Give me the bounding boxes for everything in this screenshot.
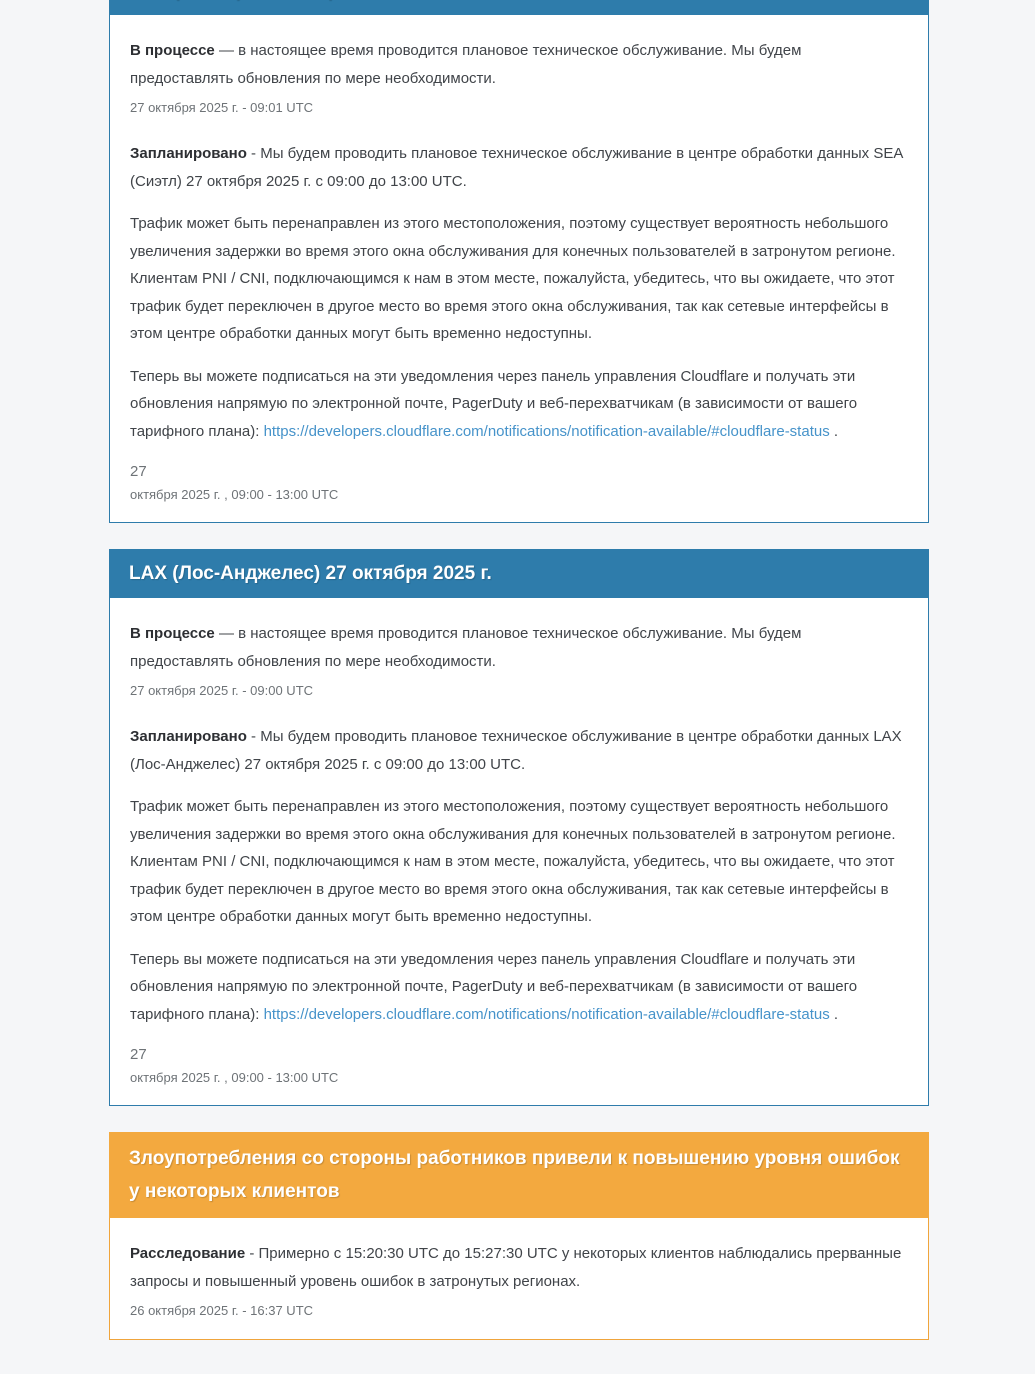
update-text-inprogress: — в настоящее время проводится плановое техническое обслуживание. Мы будем предоставлять обновления по мере необходимости. [130,625,802,670]
update-label-planned: Запланировано [130,728,247,745]
update-label-inprogress: В процессе [130,42,215,59]
update-text-planned: - Мы будем проводить плановое техническое обслуживание в центре обработки данных LAX (Лос-Анджелес) 27 октября 2025 г. с 09:00 до 13:00 UTC. [130,728,902,773]
update-planned-p3 [130,946,908,1029]
incident-title-sea [129,0,414,1]
incident-body-sea [109,15,929,523]
incident-title-lax: LAX (Лос-Анджелес) 27 октября 2025 г. [129,563,492,584]
update-label-inprogress: В процессе [130,625,215,642]
update-timestamp: 26 октября 2025 г. - 16:37 UTC [130,1303,314,1318]
update-timestamp: 27 октября 2025 г. - 09:01 UTC [130,100,314,115]
incident-card-lax [109,549,929,1106]
update-label-investigating: Расследование [130,1245,246,1262]
cloudflare-notifications-link[interactable]: https://developers.cloudflare.com/notifications/notification-available/#cloudflare-status [263,422,830,440]
incident-header-abuse [109,1132,929,1218]
update-inprogress [130,620,908,675]
update-planned-p2: Трафик может быть перенаправлен из этого местоположения, поэтому существует вероятность небольшого увеличения задержки во время этого окна обслуживания для конечных пользователей в затронутом регионе. Клиентам PNI / CNI, подключающимся к нам в этом месте, пожалуйста, убедитесь, что вы ожидаете, что этот трафик будет переключен в другое место во время этого окна обслуживания, так как сетевые интерфейсы в этом центре обработки данных могут быть временно недоступны. [130,798,896,925]
update-planned-p1 [130,140,908,195]
notifications-text: Теперь вы можете подписаться на эти уведомления через панель управления Cloudflare и получать эти обновления напрямую по электронной почте, PagerDuty и веб-перехватчикам (в зависимости от вашего тарифного плана): [130,950,858,1023]
update-inprogress [130,37,908,92]
update-planned-p3 [130,363,908,446]
update-investigating [130,1240,908,1295]
incident-body-lax [109,598,929,1106]
scheduled-date-range: октября 2025 г. , 09:00 - 13:00 UTC [130,487,339,502]
incident-header-sea [109,0,929,15]
cloudflare-notifications-link[interactable]: https://developers.cloudflare.com/notifications/notification-available/#cloudflare-status [263,1005,830,1023]
update-text-inprogress: — в настоящее время проводится плановое техническое обслуживание. Мы будем предоставлять обновления по мере необходимости. [130,42,802,87]
incident-card-abuse [109,1132,929,1340]
update-timestamp: 27 октября 2025 г. - 09:00 UTC [130,683,314,698]
scheduled-window [130,460,908,506]
update-planned-p1 [130,723,908,778]
update-planned-p2: Трафик может быть перенаправлен из этого местоположения, поэтому существует вероятность небольшого увеличения задержки во время этого окна обслуживания для конечных пользователей в затронутом регионе. Клиентам PNI / CNI, подключающимся к нам в этом месте, пожалуйста, убедитесь, что вы ожидаете, что этот трафик будет переключен в другое место во время этого окна обслуживания, так как сетевые интерфейсы в этом центре обработки данных могут быть временно недоступны. [130,215,896,342]
scheduled-date-range: октября 2025 г. , 09:00 - 13:00 UTC [130,1070,339,1085]
incident-header-lax [109,549,929,598]
scheduled-day: 27 [130,1046,147,1063]
scheduled-day: 27 [130,463,147,480]
incidents-column [109,0,929,1340]
incident-body-abuse [109,1218,929,1340]
incident-card-sea [109,0,929,523]
after-link-text: . [829,1005,839,1023]
notifications-text: Теперь вы можете подписаться на эти уведомления через панель управления Cloudflare и получать эти обновления напрямую по электронной почте, PagerDuty и веб-перехватчикам (в зависимости от вашего тарифного плана): [130,367,858,440]
update-text-investigating: - Примерно с 15:20:30 UTC до 15:27:30 UTC у некоторых клиентов наблюдались прерванные запросы и повышенный уровень ошибок в затронутых регионах. [130,1245,902,1290]
update-label-planned: Запланировано [130,145,247,162]
after-link-text: . [829,422,839,440]
scheduled-window [130,1043,908,1089]
update-text-planned: - Мы будем проводить плановое техническое обслуживание в центре обработки данных SEA (Сиэтл) 27 октября 2025 г. с 09:00 до 13:00 UTC. [130,145,903,190]
incident-title-abuse: Злоупотребления со стороны работников привели к повышению уровня ошибок у некоторых клиентов [129,1148,900,1202]
